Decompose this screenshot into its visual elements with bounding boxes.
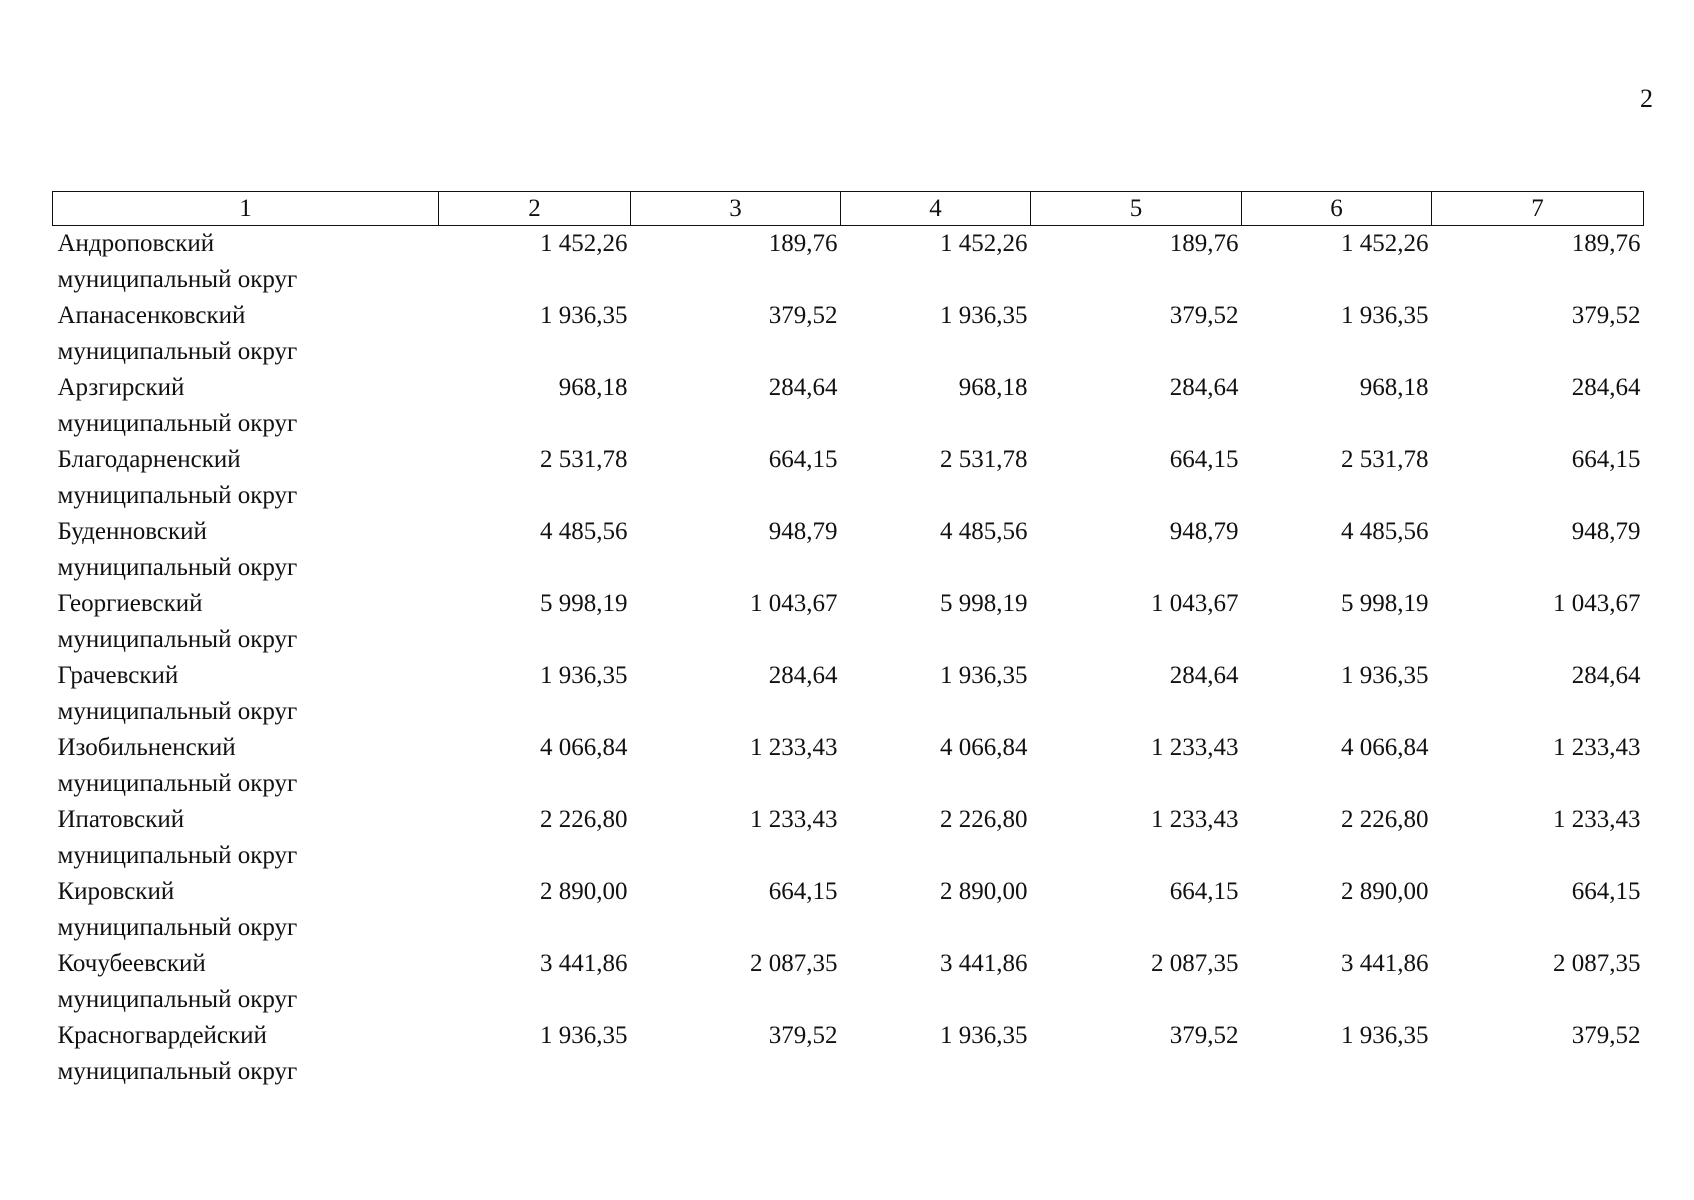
value-cell-col4: 1 452,26: [940, 230, 1028, 257]
district-name: Арзгирский: [57, 374, 185, 401]
district-name: Андроповский: [57, 230, 215, 257]
district-name-cell: [53, 226, 439, 299]
value-cell-col5: 1 233,43: [1151, 806, 1239, 833]
district-name-cell: [53, 442, 439, 514]
value-cell-col2: 1 936,35: [540, 302, 628, 329]
value-cell-col7: 284,64: [1571, 662, 1641, 689]
value-cell-col2: 4 485,56: [540, 518, 628, 545]
value-cell-col7: 379,52: [1571, 302, 1641, 329]
value-cell-col6: 1 936,35: [1341, 662, 1429, 689]
value-cell-col6: 3 441,86: [1341, 950, 1429, 977]
column-header-4: 4: [841, 192, 1031, 226]
district-name: Красногвардейский: [57, 1022, 267, 1049]
page-number: 2: [1640, 84, 1653, 113]
district-name-cell: [53, 874, 439, 946]
district-name: Ипатовский: [57, 806, 185, 833]
value-cell-col5: 664,15: [1169, 446, 1239, 473]
district-type: муниципальный округ: [57, 842, 298, 869]
value-cell-col7: 189,76: [1571, 230, 1641, 257]
district-type: муниципальный округ: [57, 338, 298, 365]
value-cell-col5: 284,64: [1169, 374, 1239, 401]
value-cell-col7: 1 233,43: [1553, 806, 1641, 833]
value-cell-col6: 1 936,35: [1341, 1022, 1429, 1049]
district-name-cell: [53, 658, 439, 730]
value-cell-col2: 1 452,26: [540, 230, 628, 257]
value-cell-col4: 4 485,56: [940, 518, 1028, 545]
district-type: муниципальный округ: [57, 410, 298, 437]
value-cell-col7: 948,79: [1571, 518, 1641, 545]
value-cell-col5: 1 043,67: [1151, 590, 1239, 617]
value-cell-col4: 2 226,80: [940, 806, 1028, 833]
value-cell-col5: 284,64: [1169, 662, 1239, 689]
district-name: Георгиевский: [57, 590, 203, 617]
value-cell-col6: 4 066,84: [1341, 734, 1429, 761]
value-cell-col3: 664,15: [768, 878, 838, 905]
table-row: [53, 730, 1644, 802]
data-table-container: [52, 191, 1643, 1090]
value-cell-col4: 2 531,78: [940, 446, 1028, 473]
value-cell-col4: 968,18: [958, 374, 1028, 401]
district-name: Благодарненский: [57, 446, 241, 473]
value-cell-col6: 2 226,80: [1341, 806, 1429, 833]
table-row: [53, 946, 1644, 1018]
value-cell-col3: 189,76: [768, 230, 838, 257]
district-name-cell: [53, 370, 439, 442]
value-cell-col5: 664,15: [1169, 878, 1239, 905]
value-cell-col6: 4 485,56: [1341, 518, 1429, 545]
district-name-cell: [53, 514, 439, 586]
data-table: [52, 191, 1644, 1090]
value-cell-col2: 2 890,00: [540, 878, 628, 905]
column-header-7: 7: [1432, 192, 1644, 226]
value-cell-col3: 284,64: [768, 662, 838, 689]
district-type: муниципальный округ: [57, 626, 298, 653]
value-cell-col4: 1 936,35: [940, 302, 1028, 329]
table-row: [53, 1018, 1644, 1090]
value-cell-col2: 2 226,80: [540, 806, 628, 833]
value-cell-col5: 948,79: [1169, 518, 1239, 545]
table-row: [53, 874, 1644, 946]
table-row: [53, 442, 1644, 514]
district-name-cell: [53, 730, 439, 802]
value-cell-col2: 3 441,86: [540, 950, 628, 977]
district-name: Буденновский: [57, 518, 207, 545]
value-cell-col5: 379,52: [1169, 302, 1239, 329]
district-type: муниципальный округ: [57, 1058, 298, 1085]
value-cell-col4: 3 441,86: [940, 950, 1028, 977]
table-row: [53, 586, 1644, 658]
district-type: муниципальный округ: [57, 986, 298, 1013]
value-cell-col6: 1 936,35: [1341, 302, 1429, 329]
district-type: муниципальный округ: [57, 770, 298, 797]
value-cell-col7: 664,15: [1571, 878, 1641, 905]
district-name: Кочубеевский: [57, 950, 206, 977]
column-header-3: 3: [631, 192, 841, 226]
table-header-row: [53, 192, 1644, 226]
value-cell-col6: 5 998,19: [1341, 590, 1429, 617]
district-name: Грачевский: [57, 662, 179, 689]
value-cell-col4: 2 890,00: [940, 878, 1028, 905]
value-cell-col2: 2 531,78: [540, 446, 628, 473]
value-cell-col6: 2 890,00: [1341, 878, 1429, 905]
value-cell-col3: 1 233,43: [750, 734, 838, 761]
value-cell-col4: 4 066,84: [940, 734, 1028, 761]
value-cell-col5: 2 087,35: [1151, 950, 1239, 977]
district-type: муниципальный округ: [57, 266, 298, 293]
district-name-cell: [53, 586, 439, 658]
value-cell-col4: 5 998,19: [940, 590, 1028, 617]
district-name-cell: [53, 946, 439, 1018]
value-cell-col5: 189,76: [1169, 230, 1239, 257]
table-header: [53, 192, 1644, 226]
value-cell-col2: 1 936,35: [540, 662, 628, 689]
district-type: муниципальный округ: [57, 698, 298, 725]
value-cell-col2: 968,18: [558, 374, 628, 401]
table-row: [53, 658, 1644, 730]
value-cell-col3: 1 233,43: [750, 806, 838, 833]
value-cell-col7: 664,15: [1571, 446, 1641, 473]
district-name-cell: [53, 1018, 439, 1090]
district-name-cell: [53, 802, 439, 874]
value-cell-col7: 1 043,67: [1553, 590, 1641, 617]
value-cell-col4: 1 936,35: [940, 662, 1028, 689]
table-row: [53, 514, 1644, 586]
table-body: [53, 226, 1644, 1091]
value-cell-col3: 379,52: [768, 302, 838, 329]
value-cell-col3: 379,52: [768, 1022, 838, 1049]
table-row: [53, 370, 1644, 442]
district-type: муниципальный округ: [57, 914, 298, 941]
value-cell-col7: 1 233,43: [1553, 734, 1641, 761]
value-cell-col7: 2 087,35: [1553, 950, 1641, 977]
table-row: [53, 298, 1644, 370]
value-cell-col3: 284,64: [768, 374, 838, 401]
value-cell-col3: 664,15: [768, 446, 838, 473]
column-header-6: 6: [1242, 192, 1432, 226]
value-cell-col6: 2 531,78: [1341, 446, 1429, 473]
value-cell-col7: 284,64: [1571, 374, 1641, 401]
district-name-cell: [53, 298, 439, 370]
value-cell-col3: 1 043,67: [750, 590, 838, 617]
district-name: Кировский: [57, 878, 175, 905]
value-cell-col2: 4 066,84: [540, 734, 628, 761]
value-cell-col6: 968,18: [1359, 374, 1429, 401]
column-header-2: 2: [439, 192, 631, 226]
value-cell-col6: 1 452,26: [1341, 230, 1429, 257]
column-header-5: 5: [1031, 192, 1242, 226]
district-type: муниципальный округ: [57, 482, 298, 509]
value-cell-col3: 948,79: [768, 518, 838, 545]
value-cell-col7: 379,52: [1571, 1022, 1641, 1049]
value-cell-col4: 1 936,35: [940, 1022, 1028, 1049]
district-type: муниципальный округ: [57, 554, 298, 581]
table-row: [53, 226, 1644, 299]
value-cell-col3: 2 087,35: [750, 950, 838, 977]
column-header-1: 1: [53, 192, 439, 226]
district-name: Изобильненский: [57, 734, 236, 761]
value-cell-col2: 1 936,35: [540, 1022, 628, 1049]
value-cell-col5: 379,52: [1169, 1022, 1239, 1049]
district-name: Апанасенковский: [57, 302, 246, 329]
value-cell-col2: 5 998,19: [540, 590, 628, 617]
value-cell-col5: 1 233,43: [1151, 734, 1239, 761]
table-row: [53, 802, 1644, 874]
